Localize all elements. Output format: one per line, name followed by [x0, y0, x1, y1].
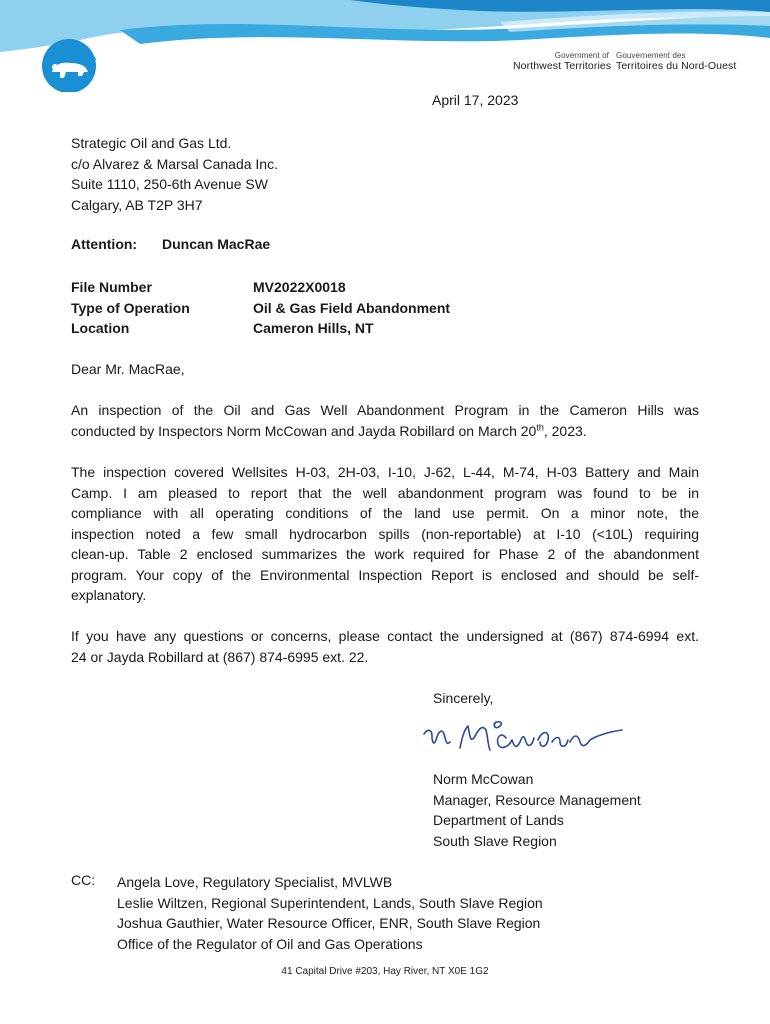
signer-region: South Slave Region	[433, 832, 557, 849]
gov-fr-line2: Territoires du Nord-Ouest	[616, 60, 737, 72]
letter-date: April 17, 2023	[432, 92, 519, 108]
gnwt-polar-bear-logo-icon	[42, 39, 96, 92]
footer-address: 41 Capital Drive #203, Hay River, NT X0E 1G2	[281, 966, 489, 977]
signer-title: Manager, Resource Management	[433, 791, 641, 808]
paragraph-line: compliance with all operating conditions of the land use permit. On a minor note, the	[71, 505, 699, 521]
paragraph-line	[71, 421, 699, 442]
paragraph-line: Camp. I am pleased to report that the well abandonment program was found to be in	[71, 484, 699, 501]
cc-item: Angela Love, Regulatory Specialist, MVLWB	[117, 874, 393, 890]
paragraph-line-text: conducted by Inspectors Norm McCowan and Jayda Robillard on March 20	[71, 422, 537, 439]
gov-english-name	[513, 51, 612, 72]
paragraph-line: 24 or Jayda Robillard at (867) 874-6995 ext. 22.	[71, 648, 369, 665]
ordinal-suffix: th	[536, 421, 544, 432]
closing: Sincerely,	[433, 690, 494, 706]
paragraph-line: If you have any questions or concerns, please contact the undersigned at (867) 874-6994 ext.	[71, 628, 699, 644]
file-info-values	[253, 277, 450, 339]
cc-label: CC:	[71, 872, 96, 888]
gov-french-name	[616, 51, 736, 71]
attention-name: Duncan MacRae	[162, 236, 271, 252]
paragraph-line: An inspection of the Oil and Gas Well Abandonment Program in the Cameron Hills was	[71, 402, 699, 418]
signer-block	[433, 769, 641, 851]
paragraph-line: inspection noted a few small hydrocarbon spills (non-reportable) at I-10 (<10L) requiring	[71, 525, 699, 542]
paragraph-line: explanatory.	[71, 587, 147, 603]
cc-item: Joshua Gauthier, Water Resource Officer, ENR, South Slave Region	[117, 915, 541, 931]
recipient-line: Calgary, AB T2P 3H7	[71, 196, 203, 213]
location-label: Location	[71, 320, 130, 336]
paragraph-line: program. Your copy of the Environmental Inspection Report is enclosed and should be self-	[71, 566, 699, 583]
gov-en-line1: Government of	[554, 51, 609, 60]
recipient-line: Suite 1110, 250-6th Avenue SW	[71, 176, 268, 192]
operation-type-label: Type of Operation	[71, 299, 190, 316]
gov-en-line2: Northwest Territories	[513, 60, 612, 72]
recipient-address	[71, 133, 278, 215]
cc-list	[117, 872, 543, 954]
letterhead-wave-graphic	[0, 0, 770, 92]
recipient-line: Strategic Oil and Gas Ltd.	[71, 135, 232, 151]
file-number-label: File Number	[71, 279, 152, 295]
operation-type-value: Oil & Gas Field Abandonment	[253, 299, 451, 316]
signer-name: Norm McCowan	[433, 771, 534, 787]
paragraph-inspection-details	[71, 462, 699, 606]
salutation: Dear Mr. MacRae,	[71, 361, 185, 377]
paragraph-contact	[71, 626, 699, 667]
location-value: Cameron Hills, NT	[253, 320, 374, 336]
paragraph-line: clean-up. Table 2 enclosed summarizes the work required for Phase 2 of the abandonment	[71, 546, 699, 562]
handwritten-signature	[420, 712, 630, 768]
gov-fr-line1: Gouvernement des	[616, 51, 686, 60]
paragraph-line-text: , 2023.	[543, 422, 587, 439]
file-number-value: MV2022X0018	[253, 279, 346, 295]
paragraph-inspection-summary	[71, 400, 699, 441]
signer-department: Department of Lands	[433, 812, 564, 828]
file-info-labels	[71, 277, 190, 339]
letterhead	[0, 0, 770, 92]
attention-label: Attention:	[71, 236, 138, 252]
recipient-line: c/o Alvarez & Marsal Canada Inc.	[71, 155, 278, 172]
cc-item: Office of the Regulator of Oil and Gas Operations	[117, 935, 423, 952]
cc-item: Leslie Wiltzen, Regional Superintendent, Lands, South Slave Region	[117, 894, 543, 911]
paragraph-line: The inspection covered Wellsites H-03, 2H-03, I-10, J-62, L-44, M-74, H-03 Battery and Main	[71, 464, 699, 480]
